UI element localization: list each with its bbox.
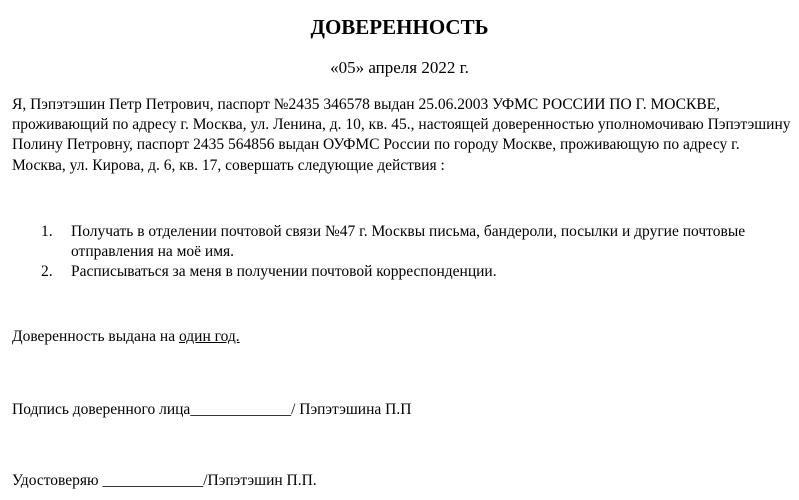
list-item-text: Получать в отделении почтовой связи №47 г. Москвы письма, бандероли, посылки и другие почтовые отправления на моё имя. xyxy=(71,223,746,261)
list-item-text: Расписываться за меня в получении почтовой корреспонденции. xyxy=(71,263,497,281)
list-item xyxy=(12,262,794,282)
trustee-signature-label: Подпись доверенного лица xyxy=(12,401,191,418)
certification-line xyxy=(12,471,317,491)
principal-name: /Пэпэтэшин П.П. xyxy=(203,472,317,489)
certification-signature-blank: _____________ xyxy=(102,472,204,489)
list-item-number: 2. xyxy=(41,263,53,281)
list-item xyxy=(12,222,794,262)
document-title: ДОВЕРЕННОСТЬ xyxy=(310,15,489,39)
trustee-signature-blank: _____________ xyxy=(190,401,292,418)
validity-term: один год. xyxy=(178,328,240,345)
actions-list xyxy=(12,222,794,283)
certification-label: Удостоверяю xyxy=(12,472,103,489)
validity-line xyxy=(12,327,240,347)
document-date: «05» апреля 2022 г. xyxy=(330,58,469,77)
validity-label: Доверенность выдана на xyxy=(12,328,179,345)
document-body: Я, Пэпэтэшин Петр Петрович, паспорт №2435 346578 выдан 25.06.2003 УФМС РОССИИ ПО Г. МОСКВЕ, проживающий по адресу г. Москва, ул. Ленина, д. 10, кв. 45., настоящей доверенностью уполномочиваю Пэпэтэшину Полину Петровну, паспорт 2435 564856 выдан ОУФМС России по городу Москве, проживающую по адресу г. Москва, ул. Кирова, д. 6, кв. 17, совершать следующие действия : xyxy=(12,96,791,174)
trustee-name: / Пэпэтэшина П.П xyxy=(291,401,412,418)
trustee-signature-line xyxy=(12,400,411,420)
list-item-number: 1. xyxy=(41,223,53,240)
